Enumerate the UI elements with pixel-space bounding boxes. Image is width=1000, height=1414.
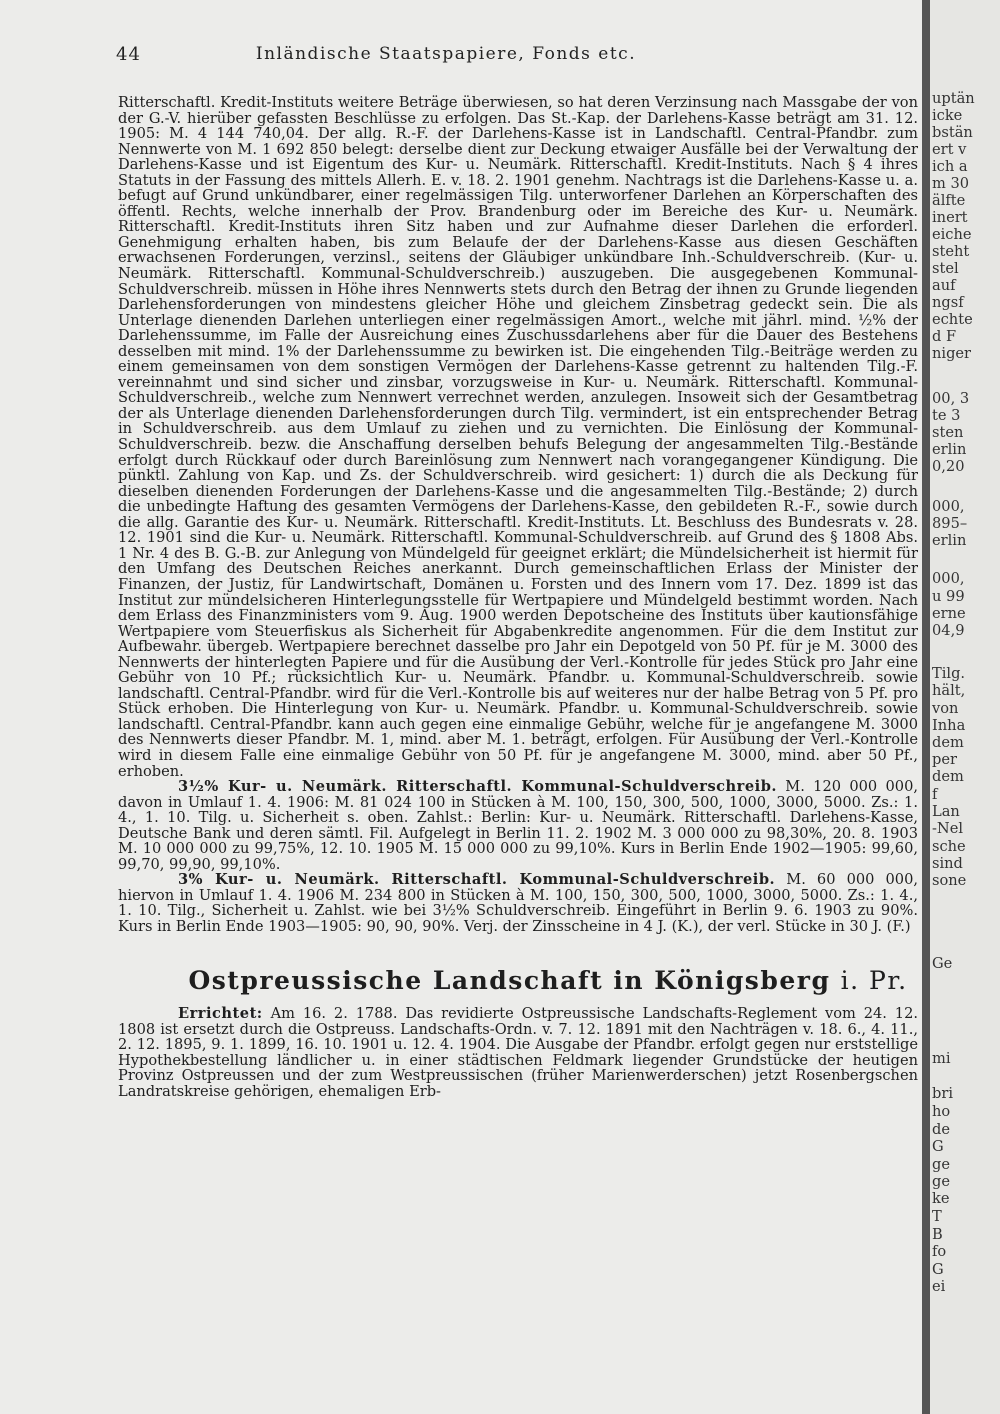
facing-page-line: sone (932, 872, 967, 889)
section-text: Am 16. 2. 1788. Das revidierte Ostpreussische Landschafts-Reglement vom 24. 12. 1808 ist ersetzt durch die Ostpreuss. Landschafts-Ordn. v. 7. 12. 1891 mit den Nachträgen v. 18. 6., 4. 11., 2. 12. 1895, 9. 1. 1899, 16. 10. 1901 u. 12. 4. 1904. Die Ausgabe der Pfandbr. erfolgt gegen nur erststellige Hypothekbestellung ländlicher u. in einer städtischen Feldmark liegender Grundstücke der heutigen Provinz Ostpreussen und der zum Westpreussischen (früher Marienwerderschen) jetzt Rosenbergschen Landratskreise gehörigen, ehemaligen Erb- (118, 1005, 918, 1100)
facing-page-line: bri (932, 1085, 953, 1102)
bond-entry-3-percent (118, 872, 918, 934)
facing-page-fragment (930, 0, 1000, 1414)
facing-page-line: uptän (932, 90, 975, 107)
facing-page-line: sten (932, 424, 964, 441)
section-paragraph (118, 1006, 918, 1099)
bond-text: M. 60 000 000, hiervon in Umlauf 1. 4. 1906 M. 234 800 in Stücken à M. 100, 150, 300, 500, 1000, 3000, 5000. Zs.: 1. 4., 1. 10. Tilg., Sicherheit u. Zahlst. wie bei 3½% Schuldverschreib. Eingeführt in Berlin 9. 6. 1903 zu 90%. Kurs in Berlin Ende 1903—1905: 90, 90, 90%. Verj. der Zinsscheine in 4 J. (K.), der verl. Stücke in 30 J. (F.) (118, 871, 919, 935)
facing-page-line: 000, (932, 498, 965, 515)
page-header (0, 44, 922, 68)
facing-page-line: d F (932, 328, 957, 345)
facing-page-line: erne (932, 605, 966, 622)
facing-page-line: inert (932, 209, 968, 226)
facing-page-line: ge (932, 1173, 950, 1190)
bond-entry-3-5-percent (118, 779, 918, 872)
facing-page-line: m 30 (932, 175, 970, 192)
facing-page-line: 895– (932, 515, 968, 532)
facing-page-line: mi (932, 1050, 951, 1067)
facing-page-line: f (932, 786, 938, 803)
facing-page-line: Inha (932, 717, 966, 734)
facing-page-line: 04,9 (932, 622, 965, 639)
section-title-main: Ostpreussische Landschaft in Königsberg (188, 965, 831, 995)
facing-page-line: Lan (932, 803, 960, 820)
facing-page-line: von (932, 700, 959, 717)
facing-page-line: B (932, 1226, 943, 1243)
facing-page-line: de (932, 1121, 950, 1138)
section-lead: Errichtet: (178, 1005, 263, 1023)
facing-page-line: erlin (932, 532, 967, 549)
section-heading (178, 965, 918, 995)
book-gutter (922, 0, 930, 1414)
facing-page-line: sind (932, 855, 963, 872)
body-paragraph: Ritterschaftl. Kredit-Instituts weitere Beträge überwiesen, so hat deren Verzinsung nach Massgabe der von der G.-V. hierüber gefassten Beschlüsse zu erfolgen. Das St.-Kap. der Darlehens-Kasse beträgt am 31. 12. 1905: M. 4 144 740,04. Der allg. R.-F. der Darlehens-Kasse ist in Landschaftl. Central-Pfandbr. zum Nennwerte von M. 1 692 850 belegt: derselbe dient zur Deckung etwaiger Ausfälle bei der Verwaltung der Darlehens-Kasse und ist Eigentum des Kur- u. Neumärk. Ritterschaftl. Kredit-Instituts. Nach § 4 ihres Statuts in der Fassung des mittels Allerh. E. v. 18. 2. 1901 genehm. Nachtrags ist die Darlehens-Kasse u. a. befugt auf Grund unkündbarer, einer regelmässigen Tilg. unterworfener Darlehen an Körperschaften des öffentl. Rechts, welche innerhalb der Prov. Brandenburg oder im Bereiche des Kur- u. Neumärk. Ritterschaftl. Kredit-Instituts ihren Sitz haben und zur Aufnahme dieser Darlehen die erforderl. Genehmigung erhalten haben, bis zum Belaufe der der Darlehens-Kasse aus diesen Geschäften erwachsenen Forderungen, verzinsl., seitens der Gläubiger unkündbare Inh.-Schuldverschreib. (Kur- u. Neumärk. Ritterschaftl. Kommunal-Schuldverschreib.) auszugeben. Die ausgegebenen Kommunal-Schuldverschreib. müssen in Höhe ihres Nennwerts stets durch den Betrag der ihnen zu Grunde liegenden Darlehensforderungen von mindestens gleicher Höhe und gleichem Zinsbetrag gedeckt sein. Die als Unterlage dienenden Darlehen unterliegen einer regelmässigen Amort., welche mit jährl. mind. ½% der Darlehenssumme, im Falle der Ausreichung eines Zuschussdarlehens aber für die Dauer des Bestehens desselben mit mind. 1% der Darlehenssumme zu bewirken ist. Die eingehenden Tilg.-Beiträge werden zu einem gemeinsamen von dem sonstigen Vermögen der Darlehens-Kasse getrennt zu haltenden Tilg.-F. vereinnahmt und sind sicher und zinsbar, vorzugsweise in Kur- u. Neumärk. Ritterschaftl. Kommunal-Schuldverschreib., welche zum Nennwert verrechnet werden, anzulegen. Insoweit sich der Gesamtbetrag der als Unterlage dienenden Darlehensforderungen durch Tilg. vermindert, ist ein entsprechender Betrag in Schuldverschreib. aus dem Umlauf zu ziehen und zu vernichten. Die Einlösung der Kommunal-Schuldverschreib. bezw. die Anschaffung derselben behufs Belegung der angesammelten Tilg.-Bestände erfolgt durch Rückkauf oder durch Bareinlösung zum Nennwert nach vorangegangener Kündigung. Die pünktl. Zahlung von Kap. und Zs. der Schuldverschreib. wird gesichert: 1) durch die als Deckung für dieselben dienenden Forderungen der Darlehens-Kasse und die angesammelten Tilg.-Bestände; 2) durch die unbedingte Haftung des gesamten Vermögens der Darlehens-Kasse, den gebildeten R.-F., sowie durch die allg. Garantie des Kur- u. Neumärk. Ritterschaftl. Kredit-Instituts. Lt. Beschluss des Bundesrats v. 28. 12. 1901 sind die Kur- u. Neumärk. Ritterschaftl. Kommunal-Schuldverschreib. auf Grund des § 1808 Abs. 1 Nr. 4 des B. G.-B. zur Anlegung von Mündelgeld für geeignet erklärt; die Mündelsicherheit ist hiermit für den Umfang des Deutschen Reiches anerkannt. Durch gemeinschaftlichen Erlass der Minister der Finanzen, der Justiz, für Landwirtschaft, Domänen u. Forsten und des Innern vom 17. Dez. 1899 ist das Institut zur mündelsicheren Hinterlegungsstelle für Wertpapiere und Mündelgeld bestimmt worden. Nach dem Erlass des Finanzministers vom 9. Aug. 1900 werden Depotscheine des Instituts über kautionsfähige Wertpapiere vom Steuerfiskus als Sicherheit für Abgabenkredite angenommen. Für die dem Institut zur Aufbewahr. übergeb. Wertpapiere berechnet dasselbe pro Jahr ein Depotgeld von 50 Pf. für je M. 3000 des Nennwerts der hinterlegten Papiere und für die Ausübung der Verl.-Kontrolle für jedes Stück pro Jahr eine Gebühr von 10 Pf.; rücksichtlich Kur- u. Neumärk. Pfandbr. u. Kommunal-Schuldverschreib. sowie landschaftl. Central-Pfandbr. wird für die Verl.-Kontrolle bis auf weiteres nur der halbe Betrag von 5 Pf. pro Stück erhoben. Die Hinterlegung von Kur- u. Neumärk. Pfandbr. u. Kommunal-Schuldverschreib. sowie landschaftl. Central-Pfandbr. kann auch gegen eine einmalige Gebühr, welche für je angefangene M. 3000 des Nennwerts dieser Pfandbr. M. 1, mind. aber M. 1. beträgt, erfolgen. Für Ausübung der Verl.-Kontrolle wird in diesem Falle eine einmalige Gebühr von 50 Pf. für je angefangene M. 3000, mind. aber 50 Pf., erhoben. (118, 94, 918, 780)
section-title-tail: i. Pr. (840, 965, 908, 995)
facing-page-line: sche (932, 838, 966, 855)
facing-page-line: Tilg. (932, 665, 966, 682)
facing-page-line: T (932, 1208, 942, 1225)
facing-page-line: auf (932, 277, 956, 294)
facing-page-line: dem (932, 734, 964, 751)
page-body (118, 95, 918, 1099)
facing-page-line: echte (932, 311, 973, 328)
facing-page-line: Ge (932, 955, 953, 972)
facing-page-line: bstän (932, 124, 973, 141)
facing-page-line: 0,20 (932, 458, 965, 475)
facing-page-line: per (932, 751, 957, 768)
facing-page-line: ngsf (932, 294, 964, 311)
facing-page-line: icke (932, 107, 963, 124)
facing-page-line: stel (932, 260, 959, 277)
facing-page-line: 000, (932, 570, 965, 587)
facing-page-line: te 3 (932, 407, 961, 424)
facing-page-line: ho (932, 1103, 951, 1120)
facing-page-line: ge (932, 1156, 950, 1173)
facing-page-line: älfte (932, 192, 966, 209)
facing-page-line: ert v (932, 141, 967, 158)
facing-page-line: 00, 3 (932, 390, 970, 407)
bond-text: M. 120 000 000, davon in Umlauf 1. 4. 1906: M. 81 024 100 in Stücken à M. 100, 150, 300, 500, 1000, 3000, 5000. Zs.: 1. 4., 1. 10. Tilg. u. Sicherheit s. oben. Zahlst.: Berlin: Kur- u. Neumärk. Ritterschaftl. Darlehens-Kasse, Deutsche Bank und deren sämtl. Fil. Aufgelegt in Berlin 11. 2. 1902 M. 3 000 000 zu 98,30%, 20. 8. 1903 M. 10 000 000 zu 99,75%, 12. 10. 1905 M. 15 000 000 zu 99,10%. Kurs in Berlin Ende 1902—1905: 99,60, 99,70, 99,90, 99,10%. (118, 778, 919, 873)
facing-page-line: ich a (932, 158, 968, 175)
page-number: 44 (116, 44, 141, 65)
facing-page-line: ei (932, 1278, 946, 1295)
facing-page-line: hält, (932, 682, 966, 699)
running-title: Inländische Staatspapiere, Fonds etc. (255, 44, 637, 64)
facing-page-line: ke (932, 1190, 950, 1207)
facing-page-line: steht (932, 243, 970, 260)
facing-page-line: u 99 (932, 588, 965, 605)
bond-title: 3% Kur- u. Neumärk. Ritterschaftl. Kommunal-Schuldverschreib. (178, 871, 776, 889)
facing-page-line: erlin (932, 441, 967, 458)
facing-page-line: fo (932, 1243, 947, 1260)
facing-page-line: G (932, 1138, 944, 1155)
facing-page-line: -Nel (932, 820, 964, 837)
facing-page-line: G (932, 1261, 944, 1278)
facing-page-line: dem (932, 768, 964, 785)
bond-title: 3½% Kur- u. Neumärk. Ritterschaftl. Kommunal-Schuldverschreib. (178, 778, 777, 796)
facing-page-line: niger (932, 345, 972, 362)
facing-page-line: eiche (932, 226, 972, 243)
